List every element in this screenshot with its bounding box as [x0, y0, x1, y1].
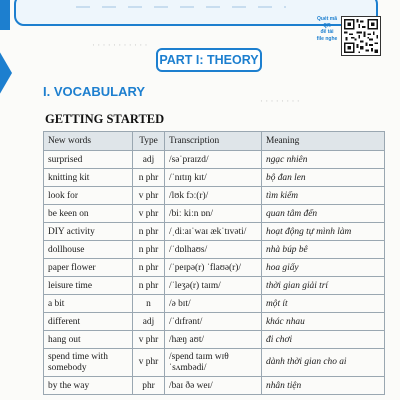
cell-transcription: /ˈleʒə(r) taɪm/	[165, 277, 262, 295]
table-row	[44, 187, 385, 205]
cell-type: adj	[133, 151, 165, 169]
table-body	[44, 151, 385, 395]
table-row	[44, 151, 385, 169]
vocabulary-table	[43, 131, 385, 395]
cell-type: n	[133, 295, 165, 313]
cell-word: DIY activity	[44, 223, 133, 241]
table-row	[44, 205, 385, 223]
cell-type: v phr	[133, 331, 165, 349]
cell-meaning: dành thời gian cho ai	[262, 349, 385, 377]
cell-word: surprised	[44, 151, 133, 169]
bleed-through-text: · · · · · · · · · · ·	[92, 40, 148, 50]
table-row	[44, 223, 385, 241]
cell-word: knitting kit	[44, 169, 133, 187]
qr-code-icon[interactable]	[341, 16, 381, 56]
qr-label-line: file nghe	[316, 35, 338, 42]
table-header-row	[44, 132, 385, 151]
cell-meaning: hoạt động tự mình làm	[262, 223, 385, 241]
cell-transcription: /lʊk fɔː(r)/	[165, 187, 262, 205]
column-header-type: Type	[133, 132, 165, 151]
cell-meaning: nhà búp bê	[262, 241, 385, 259]
cell-word: look for	[44, 187, 133, 205]
qr-label-line: Quét mã	[316, 16, 337, 22]
part-banner	[156, 48, 262, 72]
column-header-meaning: Meaning	[262, 132, 385, 151]
table-row	[44, 313, 385, 331]
cell-type: n phr	[133, 259, 165, 277]
cell-transcription: /ˌdiːaɪˈwaɪ ækˈtɪvəti/	[165, 223, 262, 241]
section-title: I. VOCABULARY	[43, 84, 146, 99]
cell-type: v phr	[133, 205, 165, 223]
table-row	[44, 377, 385, 395]
header-pattern	[76, 6, 286, 8]
cell-word: dollhouse	[44, 241, 133, 259]
cell-type: n phr	[133, 241, 165, 259]
cell-transcription: /baɪ ðə weɪ/	[165, 377, 262, 395]
cell-meaning: đi chơi	[262, 331, 385, 349]
cell-transcription: /səˈpraɪzd/	[165, 151, 262, 169]
cell-transcription: /ˈpeɪpə(r) ˈflaʊə(r)/	[165, 259, 262, 277]
table-row	[44, 349, 385, 377]
cell-word: spend time with somebody	[44, 349, 133, 377]
cell-meaning: khác nhau	[262, 313, 385, 331]
cell-meaning: thời gian giải trí	[262, 277, 385, 295]
cell-word: different	[44, 313, 133, 331]
cell-type: adj	[133, 313, 165, 331]
cell-transcription: /ˈdɪfrənt/	[165, 313, 262, 331]
cell-word: leisure time	[44, 277, 133, 295]
bleed-through-text: · · · · · · · ·	[260, 96, 300, 106]
cell-meaning: quan tâm đến	[262, 205, 385, 223]
corner-arrow-decoration	[0, 18, 12, 128]
cell-meaning: bộ đan len	[262, 169, 385, 187]
cell-type: n phr	[133, 223, 165, 241]
cell-transcription: /ˈdɒlhaʊs/	[165, 241, 262, 259]
cell-type: v phr	[133, 187, 165, 205]
cell-type: v phr	[133, 349, 165, 377]
cell-transcription: /ə bɪt/	[165, 295, 262, 313]
cell-meaning: nhân tiện	[262, 377, 385, 395]
column-header-transcription: Transcription	[165, 132, 262, 151]
cell-word: by the way	[44, 377, 133, 395]
cell-meaning: ngạc nhiên	[262, 151, 385, 169]
cell-transcription: /ˈnɪtɪŋ kɪt/	[165, 169, 262, 187]
qr-label	[316, 16, 338, 42]
table-row	[44, 259, 385, 277]
cell-meaning: hoa giấy	[262, 259, 385, 277]
column-header-word: New words	[44, 132, 133, 151]
table-row	[44, 169, 385, 187]
table-row	[44, 277, 385, 295]
qr-label-line: để tải	[320, 29, 334, 35]
cell-type: n phr	[133, 277, 165, 295]
table-row	[44, 241, 385, 259]
part-banner-label: PART I: THEORY	[159, 53, 259, 67]
qr-label-line: QR	[323, 22, 331, 29]
cell-word: be keen on	[44, 205, 133, 223]
cell-word: a bit	[44, 295, 133, 313]
cell-meaning: tìm kiếm	[262, 187, 385, 205]
table-row	[44, 295, 385, 313]
cell-type: phr	[133, 377, 165, 395]
cell-transcription: /hæŋ aʊt/	[165, 331, 262, 349]
table-row	[44, 331, 385, 349]
cell-word: paper flower	[44, 259, 133, 277]
sub-title: GETTING STARTED	[45, 112, 165, 126]
cell-transcription: /spend taɪm wɪθ ˈsʌmbədi/	[165, 349, 262, 377]
cell-meaning: một ít	[262, 295, 385, 313]
cell-transcription: /biː kiːn ɒn/	[165, 205, 262, 223]
cell-word: hang out	[44, 331, 133, 349]
cell-type: n phr	[133, 169, 165, 187]
